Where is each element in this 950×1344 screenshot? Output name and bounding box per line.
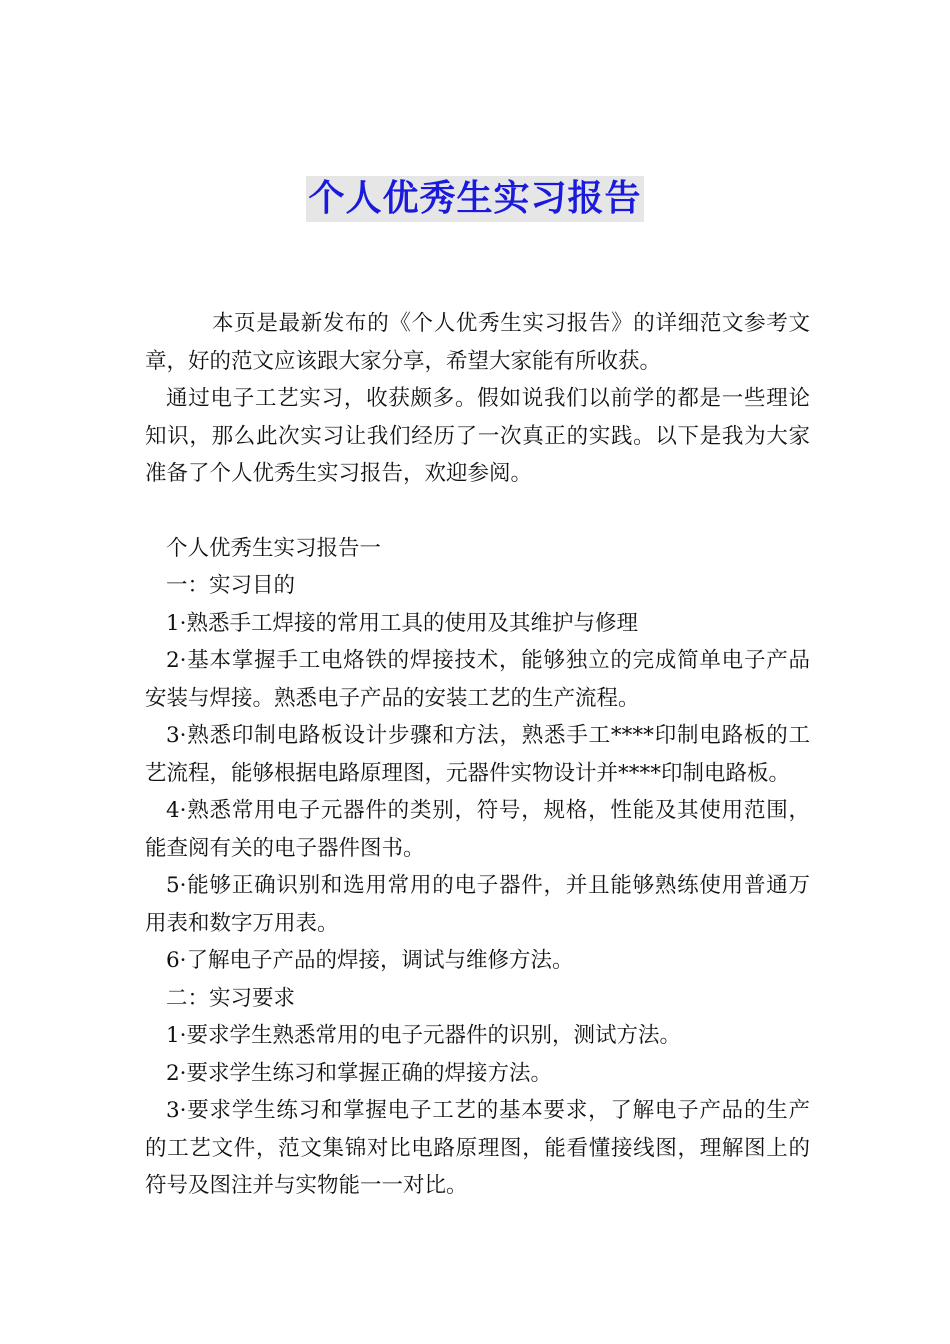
part1-heading: 一：实习目的 — [166, 573, 296, 598]
title-container — [0, 176, 950, 222]
list-item: 5·能够正确识别和选用常用的电子器件，并且能够熟练使用普通万用表和数字万用表。 — [145, 873, 810, 936]
list-item: 3·要求学生练习和掌握电子工艺的基本要求，了解电子产品的生产的工艺文件，范文集锦对比电路原理图，能看懂接线图，理解图上的符号及图注并与实物能一一对比。 — [145, 1098, 810, 1198]
intro-paragraph: 本页是最新发布的《个人优秀生实习报告》的详细范文参考文章，好的范文应该跟大家分享，希望大家能有所收获。 — [145, 311, 810, 374]
lead-paragraph: 通过电子工艺实习，收获颇多。假如说我们以前学的都是一些理论知识，那么此次实习让我们经历了一次真正的实践。以下是我为大家准备了个人优秀生实习报告，欢迎参阅。 — [145, 386, 810, 486]
list-item: 3·熟悉印制电路板设计步骤和方法，熟悉手工****印制电路板的工艺流程，能够根据电路原理图，元器件实物设计并****印制电路板。 — [145, 723, 810, 786]
list-item: 4·熟悉常用电子元器件的类别，符号，规格，性能及其使用范围，能查阅有关的电子器件图书。 — [145, 798, 810, 861]
paragraph-spacer — [145, 493, 810, 530]
part2-heading: 二：实习要求 — [166, 985, 296, 1011]
document-body — [145, 305, 810, 1205]
document-title: 个人优秀生实习报告 — [306, 176, 643, 222]
list-item: 2·要求学生练习和掌握正确的焊接方法。 — [166, 1060, 553, 1086]
list-item: 6·了解电子产品的焊接，调试与维修方法。 — [166, 948, 574, 973]
list-item: 1·要求学生熟悉常用的电子元器件的识别，测试方法。 — [166, 1023, 682, 1048]
list-item: 1·熟悉手工焊接的常用工具的使用及其维护与修理 — [166, 610, 639, 636]
section-title: 个人优秀生实习报告一 — [166, 535, 382, 561]
list-item: 2·基本掌握手工电烙铁的焊接技术，能够独立的完成简单电子产品安装与焊接。熟悉电子产品的安装工艺的生产流程。 — [145, 648, 810, 711]
